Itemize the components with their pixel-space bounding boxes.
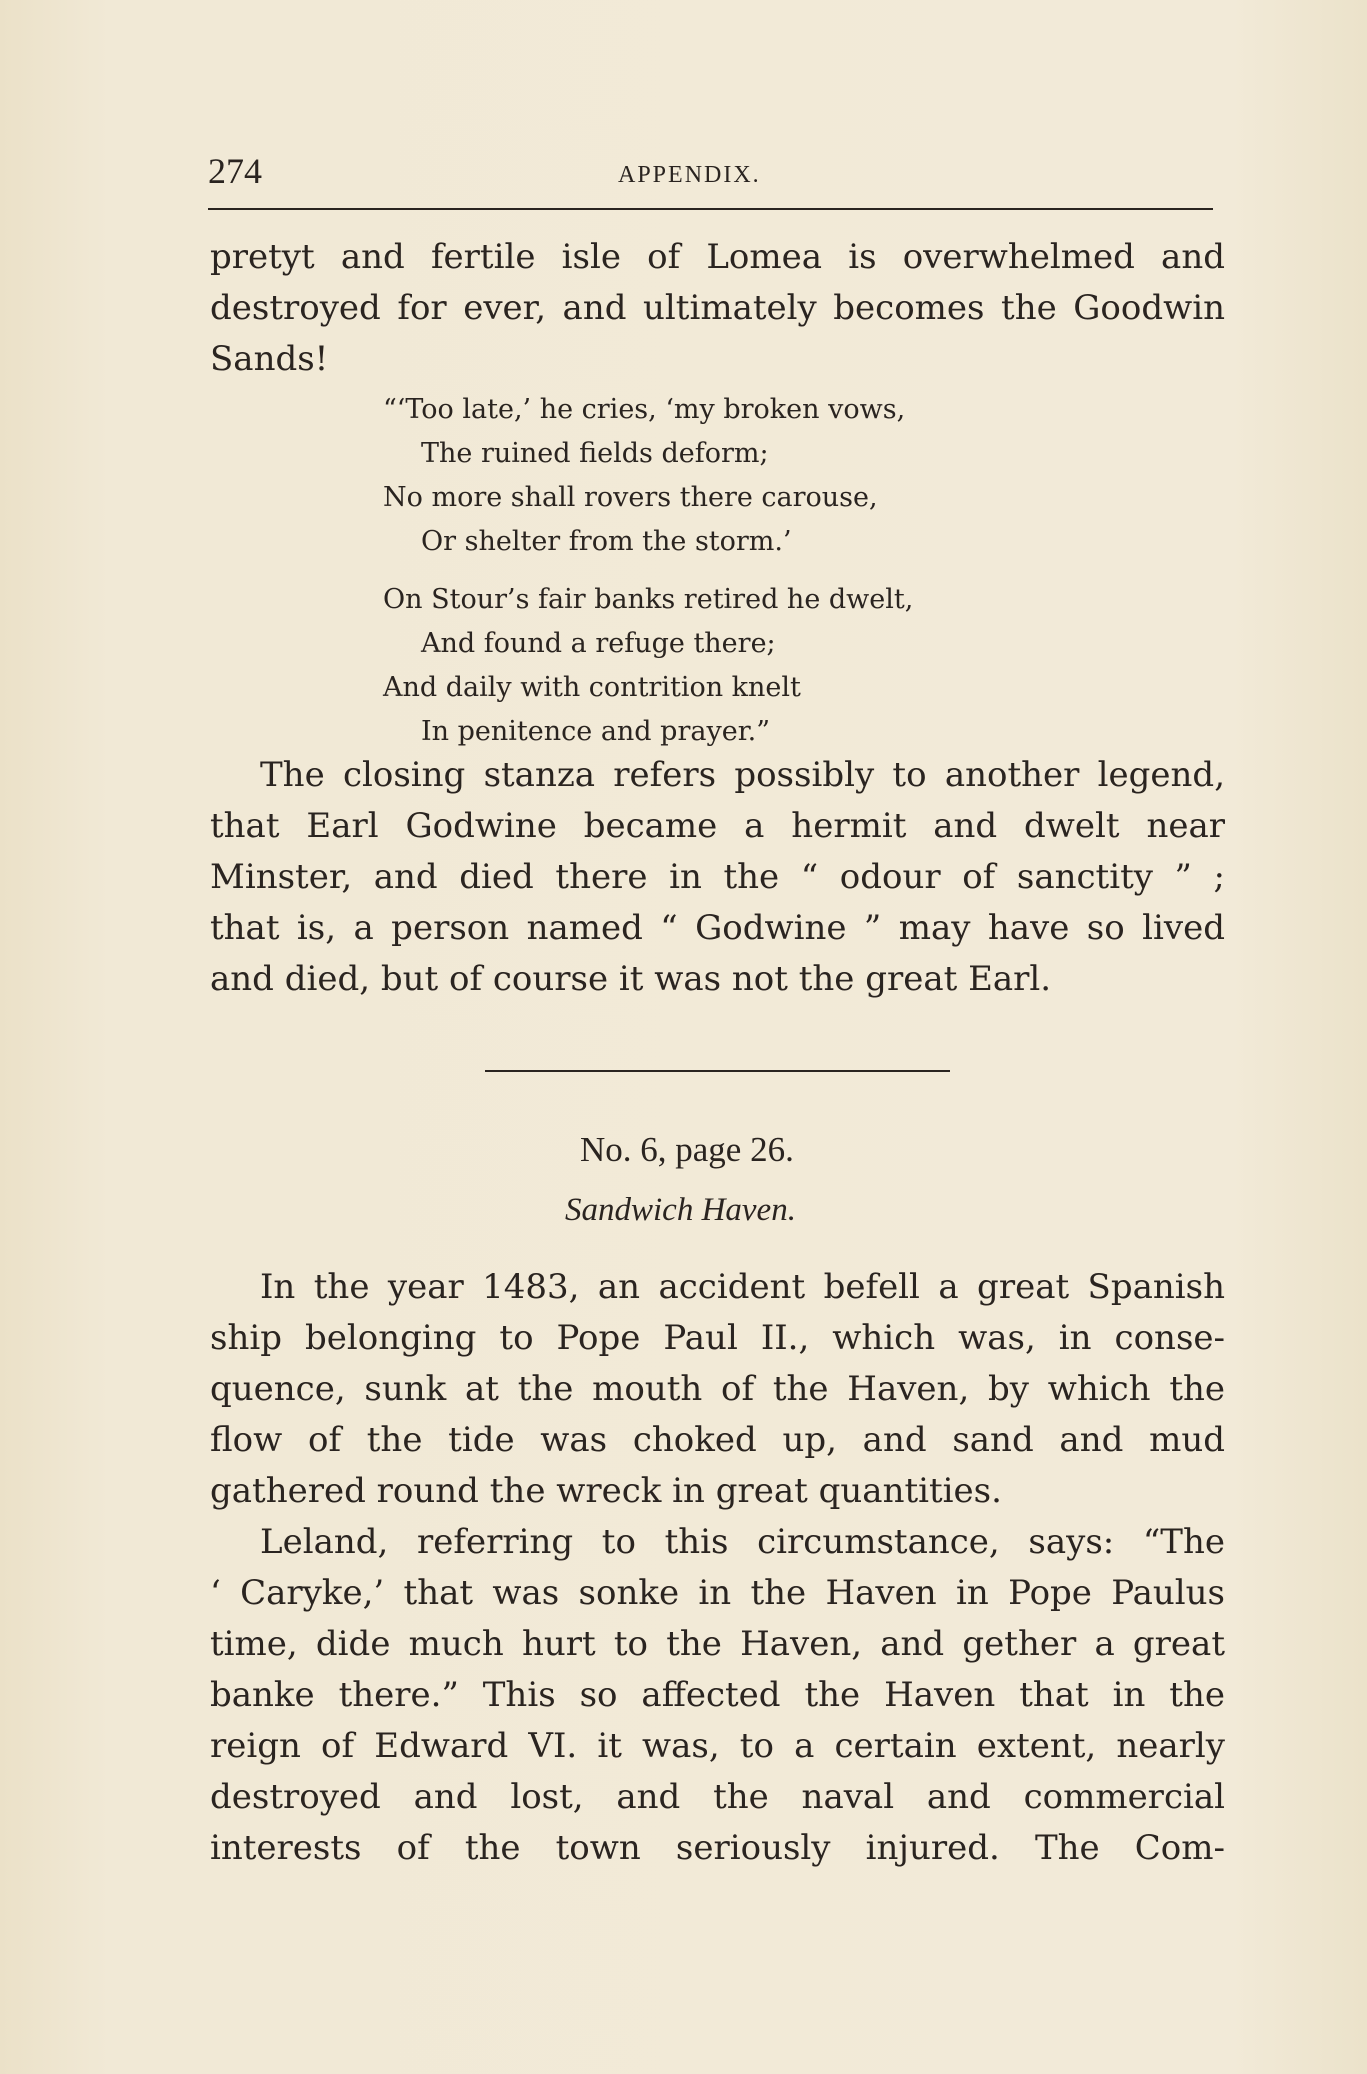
text-line: Leland, referring to this circumstance, says: “The <box>260 1522 1225 1562</box>
verse-line: And found a refuge there; <box>421 628 776 659</box>
verse-line: “‘Too late,’ he cries, ‘my broken vows, <box>383 394 906 425</box>
text-line: The closing stanza refers possibly to another legend, <box>260 755 1225 795</box>
paragraph-2 <box>210 750 1225 1005</box>
text-line: Sands! <box>210 339 329 379</box>
text-line: ‘ Caryke,’ that was sonke in the Haven in Pope Paulus <box>210 1573 1225 1613</box>
text-line: banke there.” This so affected the Haven that in the <box>210 1675 1225 1715</box>
verse-line: Or shelter from the storm.’ <box>421 526 792 557</box>
text-line: pretyt and fertile isle of Lomea is overwhelmed and <box>210 237 1225 277</box>
text-line: gathered round the wreck in great quantities. <box>210 1471 1002 1511</box>
verse-line: In penitence and prayer.” <box>421 716 771 747</box>
poem-verse <box>383 388 1043 754</box>
verse-line: On Stour’s fair banks retired he dwelt, <box>383 584 914 615</box>
text-line: In the year 1483, an accident befell a great Spanish <box>260 1267 1225 1307</box>
text-line: that Earl Godwine became a hermit and dwelt near <box>210 806 1225 846</box>
text-line: and died, but of course it was not the great Earl. <box>210 959 1052 999</box>
page-header <box>208 150 1213 200</box>
text-line: destroyed and lost, and the naval and commercial <box>210 1777 1225 1817</box>
header-rule <box>208 208 1213 210</box>
running-head: APPENDIX. <box>618 162 761 188</box>
paragraph-3 <box>210 1262 1225 1517</box>
section-divider <box>485 1070 950 1072</box>
text-line: reign of Edward VI. it was, to a certain extent, nearly <box>210 1726 1225 1766</box>
text-line: time, dide much hurt to the Haven, and gether a great <box>210 1624 1225 1664</box>
page-number: 274 <box>208 151 262 191</box>
text-line: destroyed for ever, and ultimately becomes the Goodwin <box>210 288 1225 328</box>
verse-line: No more shall rovers there carouse, <box>383 482 878 513</box>
text-line: flow of the tide was choked up, and sand and mud <box>210 1420 1225 1460</box>
verse-line: The ruined fields deform; <box>421 438 769 469</box>
text-line: that is, a person named “ Godwine ” may have so lived <box>210 908 1225 948</box>
text-line: Minster, and died there in the “ odour of sanctity ” ; <box>210 857 1225 897</box>
section-number: No. 6, page 26. <box>580 1130 794 1169</box>
text-line: ship belonging to Pope Paul II., which was, in conse- <box>210 1318 1225 1358</box>
section-title: Sandwich Haven. <box>565 1192 796 1228</box>
paragraph-4 <box>210 1517 1225 1874</box>
text-line: interests of the town seriously injured. The Com- <box>210 1828 1225 1868</box>
text-line: quence, sunk at the mouth of the Haven, by which the <box>210 1369 1225 1409</box>
paragraph-1 <box>210 232 1225 385</box>
stanza-gap <box>383 564 1043 578</box>
verse-line: And daily with contrition knelt <box>383 672 801 703</box>
